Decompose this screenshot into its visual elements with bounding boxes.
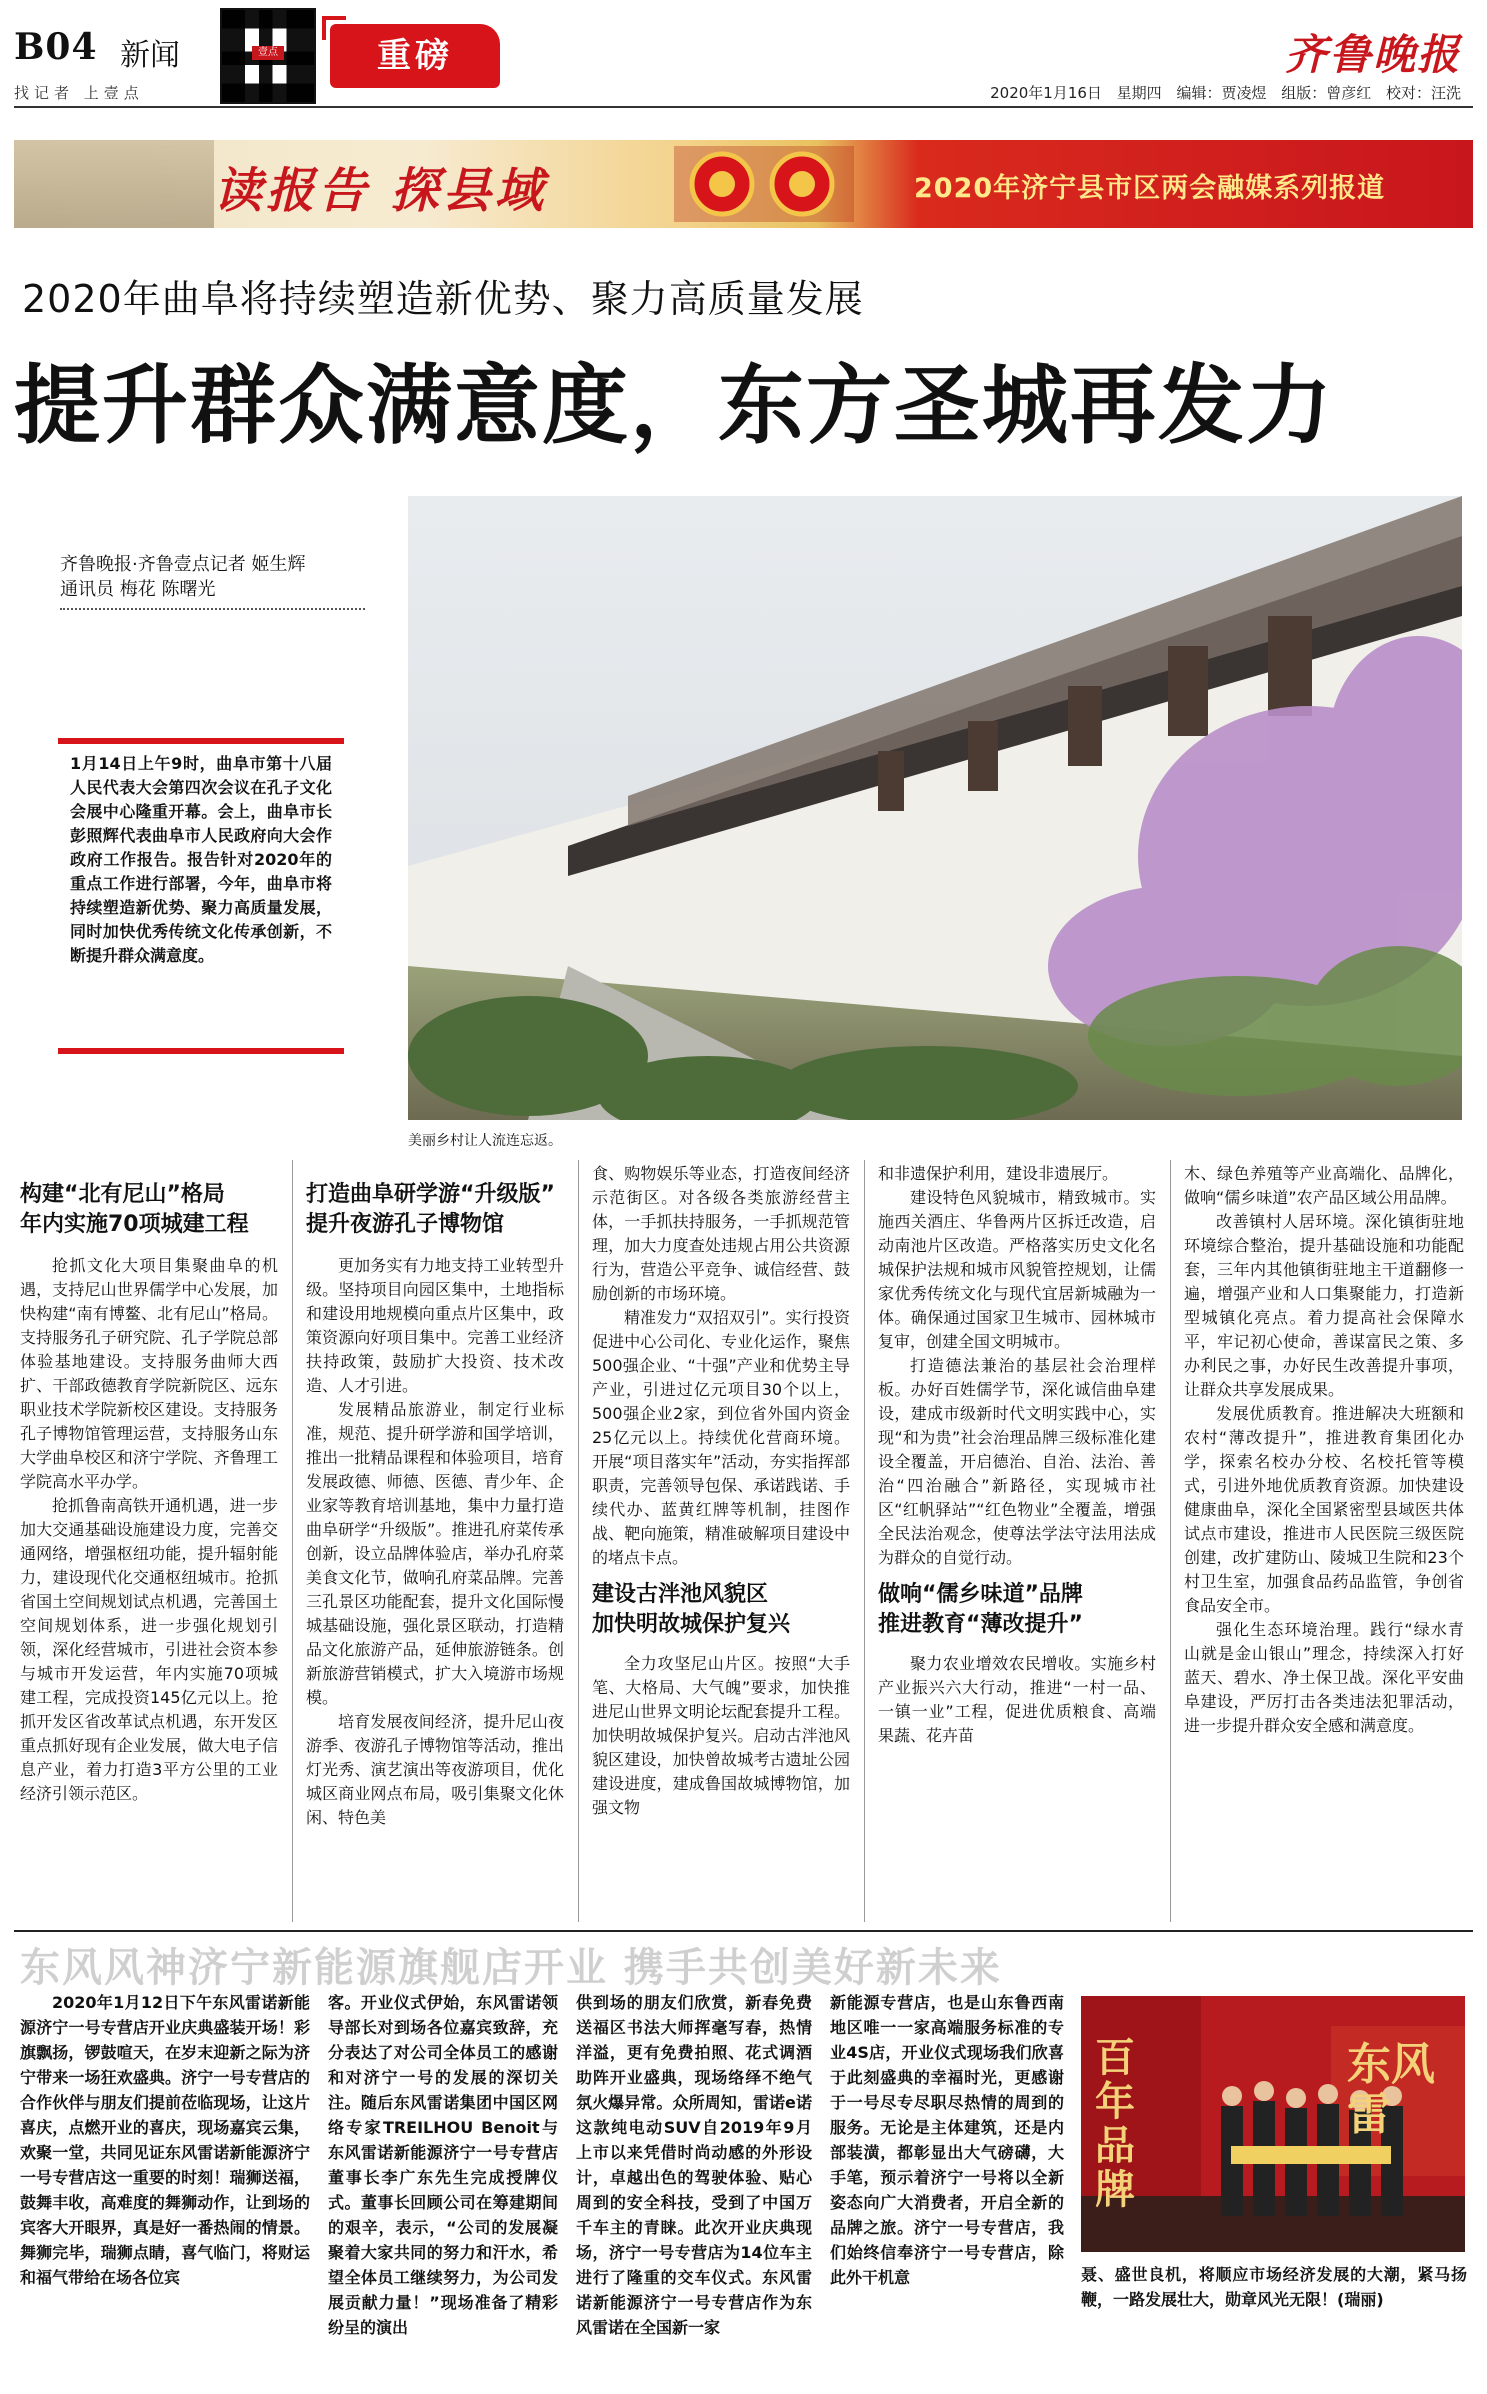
column-5-paragraph: 发展优质教育。推进解决大班额和农村“薄改提升”，推进教育集团化办学，探索名校办分校、名校托管等模式，引进外地优质教育资源。加快建设健康曲阜，深化全国紧密型县域医共体试点市建设，推进市人民医院三级医院创建，改扩建防山、陵城卫生院和23个村卫生室，加强食品药品监管，争创省食品安全市。 bbox=[1184, 1404, 1464, 1615]
lead-paragraph: 1月14日上午9时，曲阜市第十八届人民代表大会第四次会议在孔子文化会展中心隆重开幕。会上，曲阜市长彭照辉代表曲阜市人民政府向大会作政府工作报告。报告针对2020年的重点工作进行部署，今年，曲阜市将持续塑造新优势、聚力高质量发展，同时加快优秀传统文化传承创新，不断提升群众满意度。 bbox=[70, 754, 332, 965]
article-headline: 提升群众满意度，东方圣城再发力 bbox=[14, 356, 1334, 456]
column-1 bbox=[20, 1180, 278, 1806]
column-5-paragraph: 强化生态环境治理。践行“绿水青山就是金山银山”理念，持续深入打好蓝天、碧水、净土保卫战。深化平安曲阜建设，严厉打击各类违法犯罪活动，进一步提升群众安全感和满意度。 bbox=[1184, 1620, 1464, 1735]
column-4-heading-line-2: 推进教育“薄改提升” bbox=[878, 1612, 1083, 1637]
column-3 bbox=[592, 1162, 850, 1820]
newspaper-logo: 齐鲁晚报 bbox=[1284, 30, 1461, 79]
masthead-rule bbox=[14, 106, 1473, 108]
byline-correspondent: 通讯员 梅花 陈曙光 bbox=[60, 579, 216, 600]
column-2-paragraph: 培育发展夜间经济，提升尼山夜游季、夜游孔子博物馆等活动，推出灯光秀、演艺演出等夜游项目，优化城区商业网点布局，吸引集聚文化休闲、特色美 bbox=[306, 1712, 564, 1827]
column-5-paragraph: 改善镇村人居环境。深化镇街驻地环境综合整治，提升基础设施和功能配套，三年内其他镇街驻地主干道翻修一遍，增强产业和人口集聚能力，打造新型城镇化亮点。着力提高社会保障水平，牢记初心使命，善谋富民之策、多办利民之事，办好民生改善提升事项，让群众共享发展成果。 bbox=[1184, 1212, 1464, 1399]
column-1-paragraph: 抢抓鲁南高铁开通机遇，进一步加大交通基础设施建设力度，完善交通网络，增强枢纽功能，提升辐射能力，建设现代化交通枢纽城市。抢抓省国土空间规划试点机遇，完善国土空间规划体系，进一步强化规划引领，深化经营城市，引进社会资本参与城市开发运营，年内实施70项城建工程，完成投资145亿元以上。抢抓开发区省改革试点机遇，东开发区重点抓好现有企业发展，做大电子信息产业，着力打造3平方公里的工业经济引领示范区。 bbox=[20, 1496, 278, 1803]
column-3-paragraph: 全力攻坚尼山片区。按照“大手笔、大格局、大气魄”要求，加快推进尼山世界文明论坛配套提升工程。加快明故城保护复兴。启动古泮池风貌区建设，加快曾故城考古遗址公园建设进度，建成鲁国故城博物馆，加强文物 bbox=[592, 1654, 850, 1817]
advertorial-column-4 bbox=[830, 1990, 1064, 2290]
column-2-paragraph: 发展精品旅游业，制定行业标准，规范、提升研学游和国学培训，推出一批精品课程和体验项目，培育发展政德、师德、医德、青少年、企业家等教育培训基地，集中力量打造曲阜研学“升级版”。推进孔府菜传承创新，设立品牌体验店，举办孔府菜美食文化节，做响孔府菜品牌。完善三孔景区功能配套，提升文化国际慢城基础设施，强化景区联动，打造精品文化旅游产品，延伸旅游链条。创新旅游营销模式，扩大入境游市场规模。 bbox=[306, 1400, 564, 1707]
column-divider bbox=[864, 1160, 865, 1922]
banner-decoration bbox=[14, 140, 214, 228]
page-number: B04 bbox=[14, 26, 98, 68]
photo-caption: 美丽乡村让人流连忘返。 bbox=[408, 1133, 562, 1149]
column-4 bbox=[878, 1162, 1156, 1748]
advertorial-title: 东风风神济宁新能源旗舰店开业 携手共创美好新未来 bbox=[20, 1945, 1002, 1991]
column-1-heading-line-1: 构建“北有尼山”格局 bbox=[20, 1182, 225, 1207]
advertorial-paragraph: 新能源专营店，也是山东鲁西南地区唯一一家高端服务标准的专业4S店，开业仪式现场我们欣喜于此刻盛典的幸福时光，更感谢于一号尽专尽职尽热情的周到的服务。无论是主体建筑，还是内部装潢，都彰显出大气磅礴，大手笔，预示着济宁一号将以全新姿态向广大消费者，开启全新的品牌之旅。济宁一号专营店，我们始终信奉济宁一号专营店，除此外干机意 bbox=[830, 1993, 1064, 2287]
ad-photo-sign-left: 百年品牌 bbox=[1095, 2035, 1135, 2213]
ceremony-photo bbox=[1081, 1996, 1465, 2252]
column-divider bbox=[578, 1160, 579, 1922]
advertorial-rule bbox=[14, 1930, 1473, 1932]
column-3-heading-line-2: 加快明故城保护复兴 bbox=[592, 1612, 791, 1637]
column-3-paragraph: 精准发力“双招双引”。实行投资促进中心公司化、专业化运作，聚焦500强企业、“十强”产业和优势主导产业，引进过亿元项目30个以上，500强企业2家，到位省外国内资金25亿元以上。持续优化营商环境。开展“项目落实年”活动，夯实指挥部职责，完善领导包保、承诺践诺、手续代办、蓝黄红牌等机制，挂图作战、靶向施策，精准破解项目建设中的堵点卡点。 bbox=[592, 1308, 850, 1567]
column-3-heading-line-1: 建设古泮池风貌区 bbox=[592, 1582, 769, 1607]
advertorial-column-2 bbox=[328, 1990, 558, 2340]
column-2-heading-line-2: 提升夜游孔子博物馆 bbox=[306, 1212, 505, 1237]
column-4-heading-line-1: 做响“儒乡味道”品牌 bbox=[878, 1582, 1083, 1607]
column-5 bbox=[1184, 1162, 1464, 1738]
village-photo bbox=[408, 496, 1462, 1120]
column-5-paragraph: 木、绿色养殖等产业高端化、品牌化，做响“儒乡味道”农产品区域公用品牌。 bbox=[1184, 1164, 1464, 1207]
lead-rule-bottom bbox=[58, 1048, 344, 1054]
column-4-paragraph: 聚力农业增效农民增收。实施乡村产业振兴六大行动，推进“一村一品、一镇一业”工程，促进优质粮食、高端果蔬、花卉苗 bbox=[878, 1654, 1156, 1745]
byline bbox=[60, 552, 305, 602]
article-subhead: 2020年曲阜将持续塑造新优势、聚力高质量发展 bbox=[22, 277, 864, 321]
column-1-heading-line-2: 年内实施70项城建工程 bbox=[20, 1212, 249, 1237]
advertorial-paragraph: 客。开业仪式伊始，东风雷诺领导部长对到场各位嘉宾致辞，充分表达了对公司全体员工的感谢和对济宁一号的发展的深切关注。随后东风雷诺集团中国区网络专家TREILHOU Benoit与东风雷诺新能源济宁一号专营店董事长李广东先生完成授牌仪式。董事长回顾公司在筹建期间的艰辛，表示，“公司的发展凝聚着大家共同的努力和汗水，希望全体员工继续努力，为公司发展贡献力量！”现场准备了精彩纷呈的演出 bbox=[328, 1993, 558, 2337]
series-banner bbox=[14, 140, 1473, 228]
column-4-paragraph: 建设特色风貌城市，精致城市。实施西关酒庄、华鲁两片区拆迁改造，启动南池片区改造。严格落实历史文化名城保护法规和城市风貌管控规划，让儒家优秀传统文化与现代宜居新城融为一体。确保通过国家卫生城市、园林城市复审，创建全国文明城市。 bbox=[878, 1188, 1156, 1351]
qr-badge: 壹点 bbox=[252, 46, 284, 60]
column-3-paragraph: 食、购物娱乐等业态，打造夜间经济示范街区。对各级各类旅游经营主体，一手抓扶持服务，一手抓规范管理，加大力度查处违规占用公共资源行为，营造公平竞争、诚信经营、鼓励创新的市场环境。 bbox=[592, 1164, 850, 1303]
column-2-heading-line-1: 打造曲阜研学游“升级版” bbox=[306, 1182, 555, 1207]
banner-title: 读报告 探县域 bbox=[214, 163, 547, 219]
date-editor-line: 2020年1月16日 星期四 编辑：贾凌煜 组版：曾彦红 校对：汪洗 bbox=[990, 84, 1461, 102]
column-4-paragraph: 和非遗保护利用，建设非遗展厅。 bbox=[878, 1164, 1119, 1183]
column-1-paragraph: 抢抓文化大项目集聚曲阜的机遇，支持尼山世界儒学中心发展，加快构建“南有博鳌、北有尼山”格局。支持服务孔子研究院、孔子学院总部体验基地建设。支持服务曲师大西扩、干部政德教育学院新院区、远东职业技术学院新校区建设。支持服务孔子博物馆管理运营，支持服务山东大学曲阜校区和济宁学院、齐鲁理工学院高水平办学。 bbox=[20, 1256, 278, 1491]
advertorial-column-3 bbox=[576, 1990, 812, 2340]
slogan: 找记者 上壹点 bbox=[14, 84, 144, 102]
section-name: 新闻 bbox=[120, 38, 180, 73]
advertorial-paragraph: 2020年1月12日下午东风雷诺新能源济宁一号专营店开业庆典盛装开场！彩旗飘扬，锣鼓喧天，在岁末迎新之际为济宁带来一场狂欢盛典。济宁一号专营店的合作伙伴与朋友们提前莅临现场，让这片喜庆，点燃开业的喜庆，现场嘉宾云集，欢聚一堂，共同见证东风雷诺新能源济宁一号专营店这一重要的时刻！瑞狮送福，鼓舞丰收，高难度的舞狮动作，让到场的宾客大开眼界，真是好一番热闹的情景。舞狮完毕，瑞狮点睛，喜气临门，将财运和福气带给在场各位宾 bbox=[20, 1993, 310, 2287]
column-divider bbox=[292, 1160, 293, 1922]
section-tag: 重磅 bbox=[330, 24, 500, 88]
column-2 bbox=[306, 1180, 564, 1830]
column-4-paragraph: 打造德法兼治的基层社会治理样板。办好百姓儒学节，深化诚信曲阜建设，建成市级新时代文明实践中心，实现“和为贵”社会治理品牌三级标准化建设全覆盖，开启德治、自治、法治、善治“四治融合”新路径，实现城市社区“红帆驿站”“红色物业”全覆盖，增强全民法治观念，使尊法学法守法用法成为群众的自觉行动。 bbox=[878, 1356, 1156, 1567]
emblem-icons bbox=[674, 146, 854, 222]
advertorial-column-1 bbox=[20, 1990, 310, 2290]
lead-rule-top bbox=[58, 738, 344, 744]
column-2-paragraph: 更加务实有力地支持工业转型升级。坚持项目向园区集中，土地指标和建设用地规模向重点片区集中，政策资源向好项目集中。完善工业经济扶持政策，鼓励扩大投资、技术改造、人才引进。 bbox=[306, 1256, 564, 1395]
column-divider bbox=[1170, 1160, 1171, 1922]
byline-rule bbox=[60, 608, 365, 610]
ad-photo-sign-right: 东风雷 bbox=[1347, 2039, 1435, 2140]
banner-series-name: 2020年济宁县市区两会融媒系列报道 bbox=[914, 173, 1386, 204]
advertorial-closing: 聂、盛世良机，将顺应市场经济发展的大潮，紧马扬鞭，一路发展壮大，勋章风光无限！(瑞丽) bbox=[1081, 2265, 1467, 2309]
advertorial-paragraph: 供到场的朋友们欣赏，新春免费送福区书法大师挥毫写春，热情洋溢，更有免费拍照、花式调酒助阵开业盛典，现场络绎不绝气氛火爆异常。众所周知，雷诺e诺这款纯电动SUV自2019年9月上市以来凭借时尚动感的外形设计，卓越出色的驾驶体验、贴心周到的安全科技，受到了中国万千车主的青睐。此次开业庆典现场，济宁一号专营店为14位车主进行了隆重的交车仪式。东风雷诺新能源济宁一号专营店作为东风雷诺在全国新一家 bbox=[576, 1993, 812, 2337]
byline-reporter: 齐鲁晚报·齐鲁壹点记者 姬生辉 bbox=[60, 554, 306, 575]
